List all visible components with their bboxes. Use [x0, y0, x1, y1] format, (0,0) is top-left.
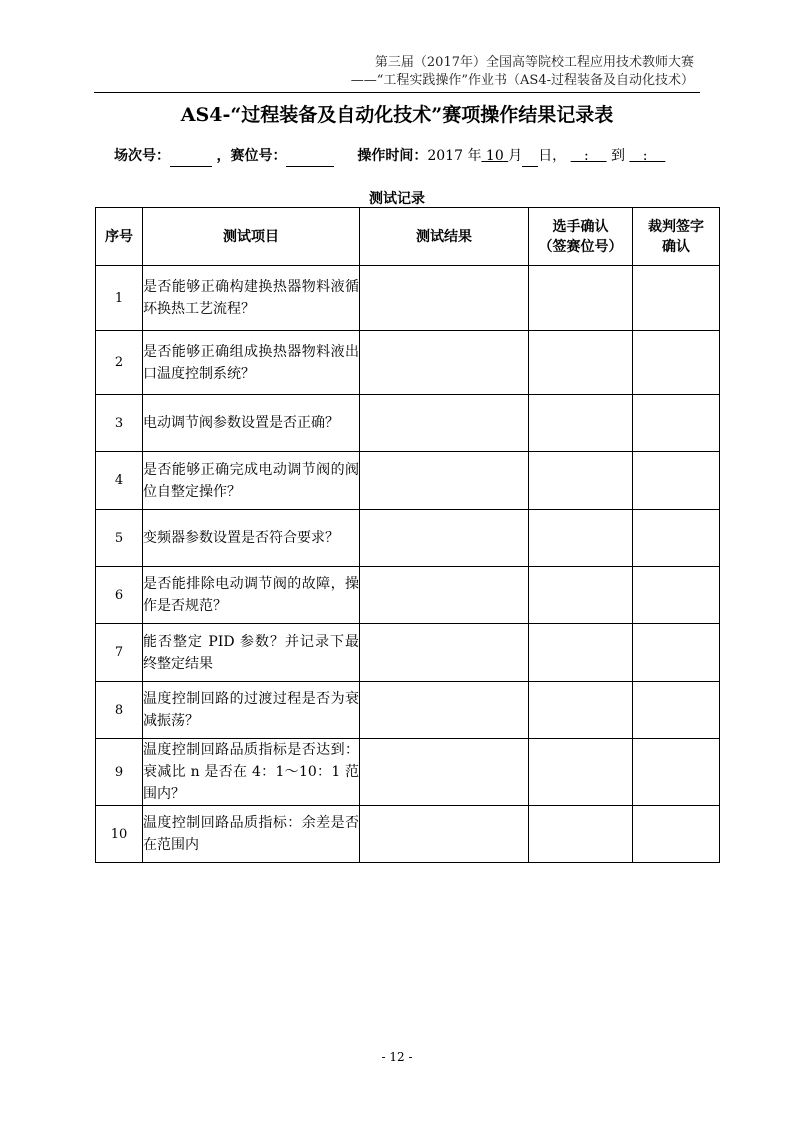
row-number: 5 — [96, 510, 143, 567]
row-number: 10 — [96, 806, 143, 863]
player-confirm-cell[interactable] — [529, 739, 633, 806]
row-test-item: 温度控制回路品质指标：余差是否在范围内 — [143, 806, 360, 863]
table-row — [96, 266, 720, 331]
header-line-1: 第三届（2017年）全国高等院校工程应用技术教师大赛 — [374, 55, 694, 70]
row-number: 2 — [96, 331, 143, 395]
header-player-confirm: 选手确认 （签赛位号） — [529, 208, 633, 266]
end-time-blank[interactable]: : — [642, 148, 648, 164]
player-confirm-cell[interactable] — [529, 395, 633, 452]
judge-sign-cell[interactable] — [633, 510, 720, 567]
table-row — [96, 567, 720, 624]
player-confirm-cell[interactable] — [529, 624, 633, 682]
row-test-item: 是否能够正确完成电动调节阀的阀位自整定操作？ — [143, 452, 360, 510]
row-test-item: 电动调节阀参数设置是否正确？ — [143, 395, 360, 452]
table-row — [96, 682, 720, 739]
session-blank[interactable] — [170, 150, 212, 167]
row-test-item: 变频器参数设置是否符合要求？ — [143, 510, 360, 567]
judge-sign-cell[interactable] — [633, 266, 720, 331]
row-number: 6 — [96, 567, 143, 624]
judge-sign-cell[interactable] — [633, 624, 720, 682]
result-cell[interactable] — [360, 266, 529, 331]
table-row — [96, 739, 720, 806]
result-cell[interactable] — [360, 331, 529, 395]
row-number: 3 — [96, 395, 143, 452]
row-test-item: 温度控制回路的过渡过程是否为衰减振荡？ — [143, 682, 360, 739]
judge-sign-cell[interactable] — [633, 331, 720, 395]
judge-sign-cell[interactable] — [633, 452, 720, 510]
judge-sign-cell[interactable] — [633, 806, 720, 863]
row-test-item: 是否能排除电动调节阀的故障，操作是否规范？ — [143, 567, 360, 624]
seat-label: ，赛位号： — [216, 148, 287, 164]
day-blank[interactable] — [522, 150, 538, 167]
row-number: 7 — [96, 624, 143, 682]
row-number: 1 — [96, 266, 143, 331]
header-judge-sign: 裁判签字 确认 — [633, 208, 720, 266]
judge-sign-cell[interactable] — [633, 739, 720, 806]
row-test-item: 能否整定 PID 参数？并记录下最终整定结果 — [143, 624, 360, 682]
result-cell[interactable] — [360, 395, 529, 452]
table-row — [96, 395, 720, 452]
player-confirm-cell[interactable] — [529, 510, 633, 567]
to-label: 到 — [610, 148, 625, 164]
page-number: - 12 - — [381, 1050, 413, 1064]
row-test-item: 温度控制回路品质指标是否达到：衰减比 n 是否在 4：1～10：1 范围内？ — [143, 739, 360, 806]
header-result: 测试结果 — [360, 208, 529, 266]
year-value: 2017 — [427, 148, 463, 164]
row-test-item: 是否能够正确构建换热器物料液循环换热工艺流程？ — [143, 266, 360, 331]
month-value: 10 — [485, 148, 504, 164]
table-row — [96, 510, 720, 567]
player-confirm-cell[interactable] — [529, 682, 633, 739]
result-cell[interactable] — [360, 510, 529, 567]
page-header — [351, 54, 694, 90]
table-header-row — [96, 208, 720, 266]
header-line-2: ——“工程实践操作”作业书（AS4-过程装备及自动化技术） — [350, 73, 694, 88]
player-confirm-cell[interactable] — [529, 266, 633, 331]
month-unit: 月 — [508, 148, 523, 164]
result-cell[interactable] — [360, 624, 529, 682]
row-number: 4 — [96, 452, 143, 510]
result-cell[interactable] — [360, 452, 529, 510]
player-confirm-cell[interactable] — [529, 452, 633, 510]
test-record-table — [95, 207, 720, 863]
player-confirm-cell[interactable] — [529, 806, 633, 863]
row-test-item: 是否能够正确组成换热器物料液出口温度控制系统？ — [143, 331, 360, 395]
time-label: 操作时间： — [357, 148, 428, 164]
document-title: AS4-“过程装备及自动化技术”赛项操作结果记录表 — [180, 104, 614, 126]
row-number: 8 — [96, 682, 143, 739]
header-seq: 序号 — [96, 208, 143, 266]
player-confirm-cell[interactable] — [529, 567, 633, 624]
day-unit: 日， — [538, 148, 567, 164]
section-title: 测试记录 — [369, 191, 425, 207]
table-row — [96, 452, 720, 510]
judge-sign-cell[interactable] — [633, 682, 720, 739]
result-cell[interactable] — [360, 739, 529, 806]
result-cell[interactable] — [360, 806, 529, 863]
row-number: 9 — [96, 739, 143, 806]
judge-sign-cell[interactable] — [633, 567, 720, 624]
judge-sign-cell[interactable] — [633, 395, 720, 452]
result-cell[interactable] — [360, 682, 529, 739]
header-item: 测试项目 — [143, 208, 360, 266]
player-confirm-cell[interactable] — [529, 331, 633, 395]
result-cell[interactable] — [360, 567, 529, 624]
start-time-blank[interactable]: : — [584, 148, 589, 164]
table-row — [96, 331, 720, 395]
table-row — [96, 624, 720, 682]
session-label: 场次号： — [114, 148, 170, 164]
year-unit: 年 — [467, 148, 482, 164]
header-rule — [94, 92, 700, 93]
info-row — [114, 145, 665, 167]
seat-blank[interactable] — [286, 150, 334, 167]
table-row — [96, 806, 720, 863]
